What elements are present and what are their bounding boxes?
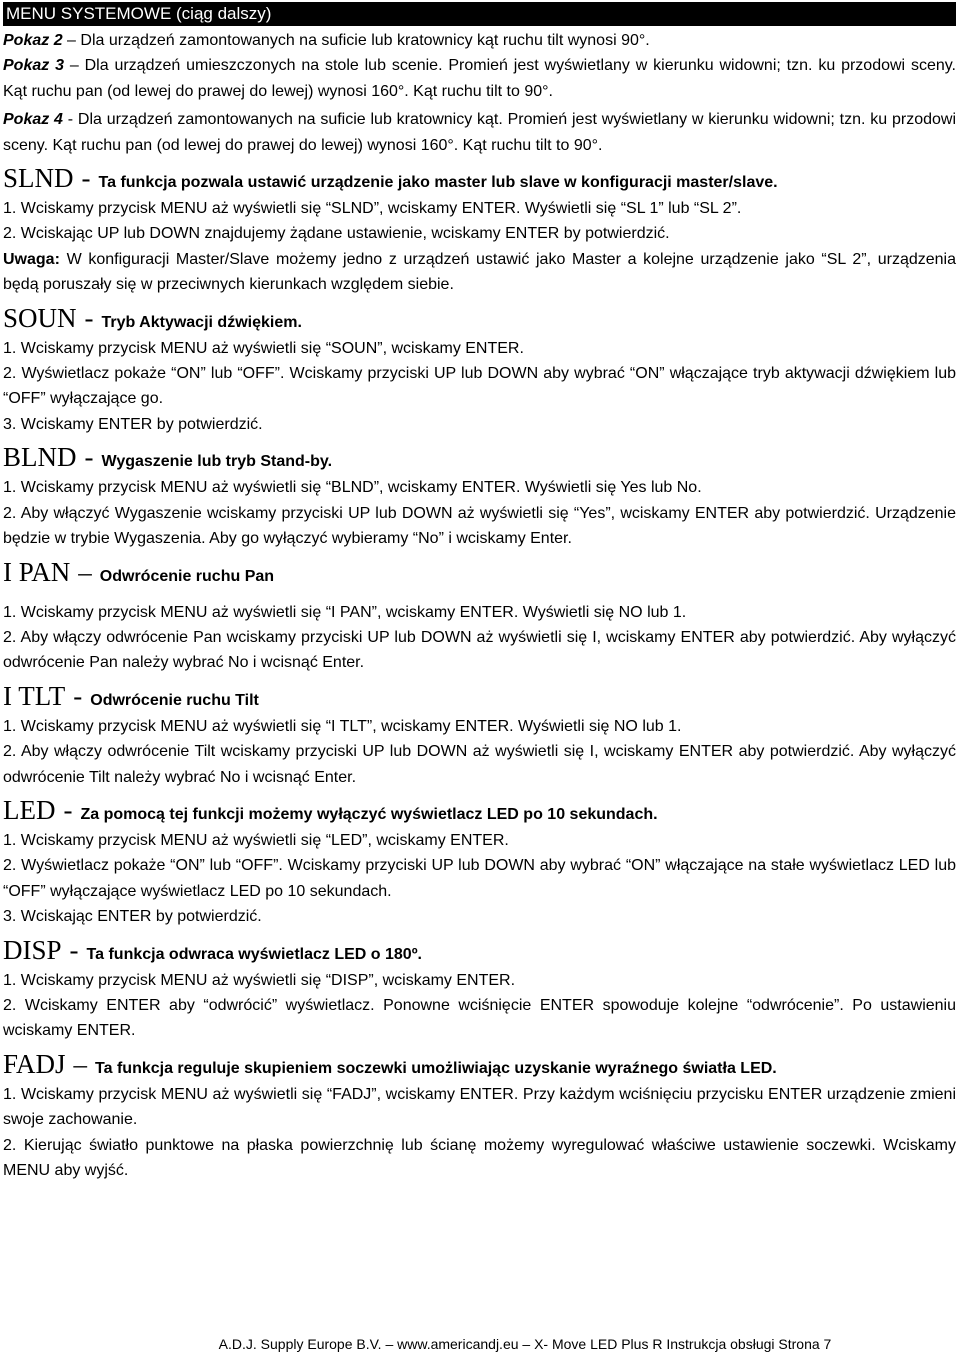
- heading-dash: -: [81, 163, 91, 194]
- step: 2. Wyświetlacz pokaże “ON” lub “OFF”. Wciskamy przyciski UP lub DOWN aby wybrać “ON” włączające na stałe wyświetlacz LED lub “OFF” wyłączające wyświetlacz LED po 10 sekundach.: [3, 857, 956, 900]
- heading-dash: -: [69, 934, 79, 965]
- step: 2. Wyświetlacz pokaże “ON” lub “OFF”. Wciskamy przyciski UP lub DOWN aby wybrać “ON” włączające tryb aktywacji dźwiękiem lub “OFF” wyłączające go.: [3, 365, 956, 408]
- step: 1. Wciskamy przycisk MENU aż wyświetli się “DISP”, wciskamy ENTER.: [3, 971, 516, 989]
- pokaz-label: Pokaz 2: [3, 32, 63, 49]
- menu-code: I TLT: [3, 680, 66, 711]
- note-label: Uwaga:: [3, 250, 60, 268]
- menu-code: SLND: [3, 163, 74, 194]
- menu-code: BLND: [3, 442, 77, 473]
- section-header: MENU SYSTEMOWE (ciąg dalszy): [3, 2, 956, 26]
- section-blnd-heading: [3, 442, 956, 473]
- step: 2. Aby włączyć Wygaszenie wciskamy przyciski UP lub DOWN aż wyświetli się “Yes”, wciskamy ENTER aby potwierdzić. Urządzenie będzie w trybie Wygaszenia. Aby go wyłączyć wybieramy “No” i wciskamy Enter.: [3, 504, 956, 548]
- section-itlt-heading: [3, 681, 956, 712]
- section-fadj-heading: [3, 1049, 956, 1080]
- section-led-heading: [3, 795, 956, 826]
- menu-description: Za pomocą tej funkcji możemy wyłączyć wyświetlacz LED po 10 sekundach.: [80, 805, 658, 823]
- section-ipan-heading: [3, 557, 956, 588]
- note: [3, 247, 956, 298]
- step: 1. Wciskamy przycisk MENU aż wyświetli się “BLND”, wciskamy ENTER. Wyświetli się Yes lub No.: [3, 479, 702, 497]
- pokaz-label: Pokaz 3: [3, 57, 64, 75]
- step: 1. Wciskamy przycisk MENU aż wyświetli się “I TLT”, wciskamy ENTER. Wyświetli się NO lub 1.: [3, 717, 682, 735]
- step: 2. Aby włączy odwrócenie Tilt wciskamy przyciski UP lub DOWN aż wyświetli się I, wciskamy ENTER aby potwierdzić. Aby wyłączyć odwrócenie Tilt należy wybrać No i wcisnąć Enter.: [3, 743, 956, 786]
- intro-pokaz-2: [3, 28, 956, 53]
- menu-code: SOUN: [3, 302, 77, 333]
- menu-code: LED: [3, 794, 56, 825]
- menu-description: Ta funkcja odwraca wyświetlacz LED o 180º.: [86, 945, 422, 963]
- heading-dash: –: [78, 556, 92, 587]
- heading-dash: -: [73, 680, 83, 711]
- heading-dash: -: [63, 794, 73, 825]
- menu-description: Ta funkcja reguluje skupieniem soczewki umożliwiając uzyskanie wyraźnego światła LED.: [95, 1059, 777, 1077]
- menu-code: DISP: [3, 934, 62, 965]
- step: 1. Wciskamy przycisk MENU aż wyświetli się “LED”, wciskamy ENTER.: [3, 831, 509, 849]
- menu-description: Ta funkcja pozwala ustawić urządzenie jako master lub slave w konfiguracji master/slave.: [98, 174, 778, 192]
- section-soun-heading: [3, 303, 956, 334]
- step: 2. Wciskamy ENTER aby “odwrócić” wyświetlacz. Ponowne wciśnięcie ENTER spowoduje kolejne “odwrócenie”. Po ustawieniu wciskamy ENTER.: [3, 996, 956, 1040]
- section-slnd-heading: [3, 163, 956, 194]
- pokaz-text: – Dla urządzeń zamontowanych na suficie lub kratownicy kąt ruchu tilt wynosi 90°.: [62, 32, 650, 49]
- intro-pokaz-4: [3, 107, 956, 158]
- intro-pokaz-3: [3, 53, 956, 104]
- heading-dash: -: [84, 442, 94, 473]
- step: 2. Kierując światło punktowe na płaska powierzchnię lub ścianę możemy wyregulować właściwe ustawienie soczewki. Wciskamy MENU aby wyjść.: [3, 1136, 956, 1179]
- menu-description: Odwrócenie ruchu Pan: [99, 567, 275, 585]
- step: 1. Wciskamy przycisk MENU aż wyświetli się “SOUN”, wciskamy ENTER.: [3, 339, 524, 357]
- menu-code: I PAN: [3, 556, 71, 587]
- step: 1. Wciskamy przycisk MENU aż wyświetli się “FADJ”, wciskamy ENTER. Przy każdym wciśnięciu przycisku ENTER urządzenie zmieni swoje zachowanie.: [3, 1085, 956, 1129]
- manual-page: [3, 0, 956, 1183]
- menu-code: FADJ: [3, 1048, 66, 1079]
- step: 3. Wciskając ENTER by potwierdzić.: [3, 908, 262, 926]
- pokaz-label: Pokaz 4: [3, 111, 63, 129]
- pokaz-text: - Dla urządzeń zamontowanych na suficie lub kratownicy kąt. Promień jest wyświetlany w kierunku widowni; tzn. ku przodowi sceny. Kąt ruchu pan (od lewej do prawej do lewej) wynosi 160°. Kąt ruchu tilt to 90°.: [3, 111, 956, 154]
- menu-description: Odwrócenie ruchu Tilt: [90, 691, 259, 709]
- menu-description: Tryb Aktywacji dźwiękiem.: [101, 313, 302, 331]
- page-footer: A.D.J. Supply Europe B.V. – www.americandj.eu – X- Move LED Plus R Instrukcja obsługi Strona 7: [218, 1336, 832, 1352]
- heading-dash: -: [84, 302, 94, 333]
- step: 2. Wciskając UP lub DOWN znajdujemy żądane ustawienie, wciskamy ENTER by potwierdzić.: [3, 225, 670, 243]
- note-text: W konfiguracji Master/Slave możemy jedno z urządzeń ustawić jako Master a kolejne urządzenie jako “SL 2”, urządzenia będą poruszały się w przeciwnych kierunkach względem siebie.: [3, 250, 956, 294]
- step: 1. Wciskamy przycisk MENU aż wyświetli się “I PAN”, wciskamy ENTER. Wyświetli się NO lub 1.: [3, 603, 687, 621]
- step: 1. Wciskamy przycisk MENU aż wyświetli się “SLND”, wciskamy ENTER. Wyświetli się “SL 1” lub “SL 2”.: [3, 200, 742, 218]
- section-disp-heading: [3, 935, 956, 966]
- step: 3. Wciskamy ENTER by potwierdzić.: [3, 415, 263, 433]
- step: 2. Aby włączy odwrócenie Pan wciskamy przyciski UP lub DOWN aż wyświetli się I, wciskamy ENTER aby potwierdzić. Aby wyłączyć odwrócenie Pan należy wybrać No i wcisnąć Enter.: [3, 628, 956, 672]
- menu-description: Wygaszenie lub tryb Stand-by.: [101, 453, 333, 471]
- heading-dash: –: [73, 1048, 88, 1079]
- pokaz-text: – Dla urządzeń umieszczonych na stole lub scenie. Promień jest wyświetlany w kierunku widowni; tzn. ku przodowi sceny. Kąt ruchu pan (od lewej do prawej do lewej) wynosi 160°. Kąt ruchu tilt to 90°.: [3, 57, 956, 100]
